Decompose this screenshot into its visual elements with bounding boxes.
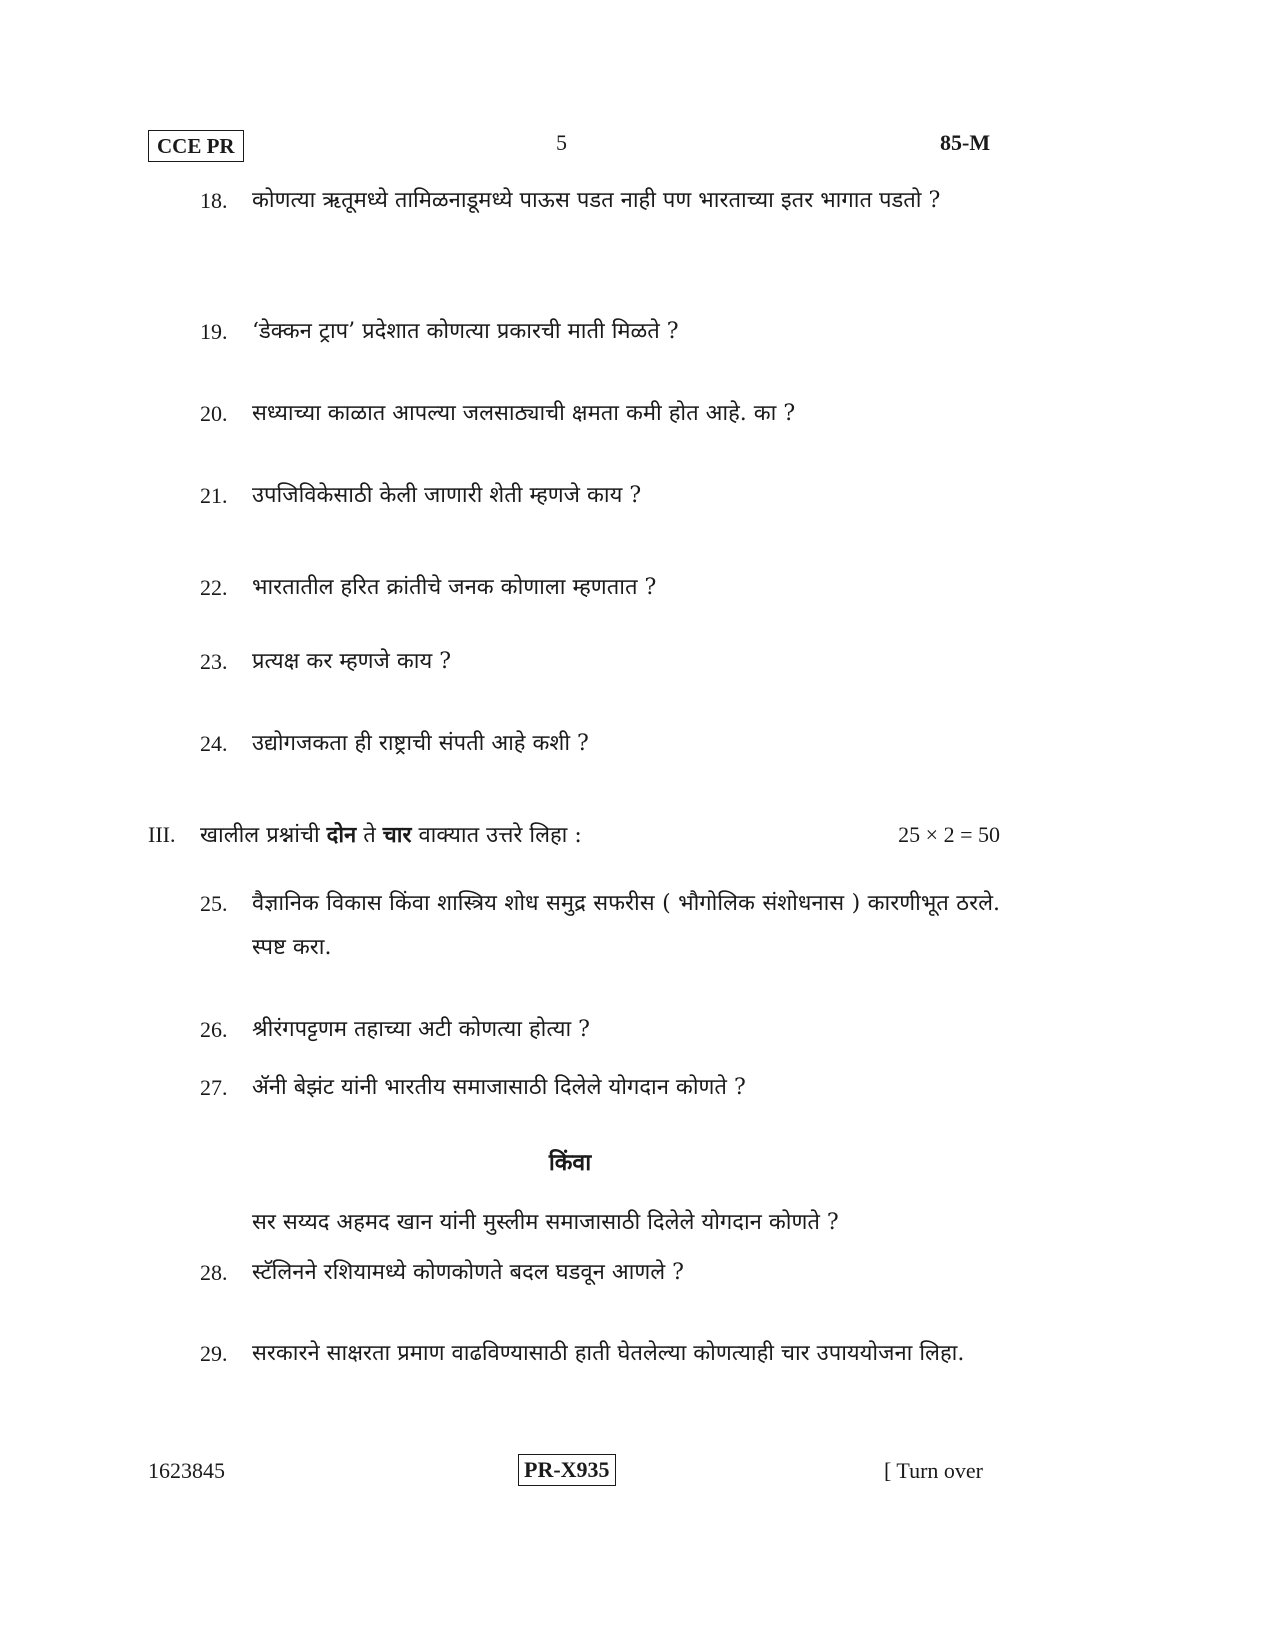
question-number: 25. — [200, 891, 228, 916]
question-23 — [200, 633, 1000, 691]
section-three-heading — [148, 820, 1000, 851]
question-22 — [200, 559, 1000, 617]
question-number: 21. — [200, 483, 228, 508]
question-number: 18. — [200, 188, 228, 213]
question-25 — [200, 882, 1000, 970]
paper-code-header: 85-M — [940, 130, 991, 155]
section-instruction — [200, 820, 1000, 851]
footer-serial-number: 1623845 — [148, 1458, 225, 1483]
question-number: 22. — [200, 575, 228, 600]
section-marks: 25 × 2 = 50 — [898, 822, 1000, 847]
question-text: सरकारने साक्षरता प्रमाण वाढविण्यासाठी हाती घेतलेल्या कोणत्याही चार उपाययोजना लिहा. — [252, 1341, 965, 1366]
question-number: 29. — [200, 1341, 228, 1366]
question-number: 19. — [200, 319, 228, 344]
question-18 — [200, 172, 1000, 230]
question-29 — [200, 1325, 1000, 1383]
footer-turn-over: [ Turn over — [884, 1458, 984, 1483]
question-number: 23. — [200, 649, 228, 674]
question-text: वैज्ञानिक विकास किंवा शास्त्रिय शोध समुद्र सफरीस ( भौगोलिक संशोधनास ) कारणीभूत ठरले. स्पष्ट करा. — [252, 891, 1000, 960]
question-28 — [200, 1244, 1000, 1302]
question-text: प्रत्यक्ष कर म्हणजे काय ? — [252, 649, 452, 674]
question-20 — [200, 385, 1000, 443]
question-number: 20. — [200, 401, 228, 426]
question-text: ॲनी बेझंट यांनी भारतीय समाजासाठी दिलेले योगदान कोणते ? — [252, 1075, 746, 1100]
header-subject-box: CCE PR — [148, 130, 244, 162]
instruction-bold-two: दोन — [326, 822, 357, 848]
question-text: स्टॅलिनने रशियामध्ये कोणकोणते बदल घडवून आणले ? — [252, 1260, 684, 1285]
question-24 — [200, 715, 1000, 773]
question-number: 28. — [200, 1260, 228, 1285]
question-21 — [200, 467, 1000, 525]
question-27 — [200, 1059, 1000, 1117]
section-roman-numeral: III. — [148, 822, 176, 847]
page-number: 5 — [556, 130, 567, 155]
question-26 — [200, 1001, 1000, 1059]
or-separator: किंवा — [548, 1149, 592, 1176]
question-text: कोणत्या ऋतूमध्ये तामिळनाडूमध्ये पाऊस पडत नाही पण भारताच्या इतर भागात पडतो ? — [252, 188, 941, 213]
instruction-part: ते — [356, 823, 383, 848]
question-text: सध्याच्या काळात आपल्या जलसाठ्याची क्षमता कमी होत आहे. का ? — [252, 401, 796, 426]
instruction-bold-four: चार — [382, 822, 412, 848]
instruction-part: खालील प्रश्नांची — [200, 823, 327, 848]
question-number: 24. — [200, 731, 228, 756]
question-text: ‘डेक्कन ट्राप’ प्रदेशात कोणत्या प्रकारची माती मिळते ? — [252, 319, 679, 344]
instruction-part: वाक्यात उत्तरे लिहा : — [411, 823, 582, 848]
question-number: 27. — [200, 1075, 228, 1100]
question-text: उद्योगजकता ही राष्ट्राची संपती आहे कशी ? — [252, 731, 589, 756]
question-19 — [200, 303, 1000, 361]
footer-paper-code: PR-X935 — [518, 1454, 616, 1486]
question-text: उपजिविकेसाठी केली जाणारी शेती म्हणजे काय ? — [252, 483, 642, 508]
question-text: श्रीरंगपट्टणम तहाच्या अटी कोणत्या होत्या ? — [252, 1017, 590, 1042]
question-27-alternative: सर सय्यद अहमद खान यांनी मुस्लीम समाजासाठी दिलेले योगदान कोणते ? — [252, 1210, 839, 1235]
question-number: 26. — [200, 1017, 228, 1042]
question-text: भारतातील हरित क्रांतीचे जनक कोणाला म्हणतात ? — [252, 575, 657, 600]
